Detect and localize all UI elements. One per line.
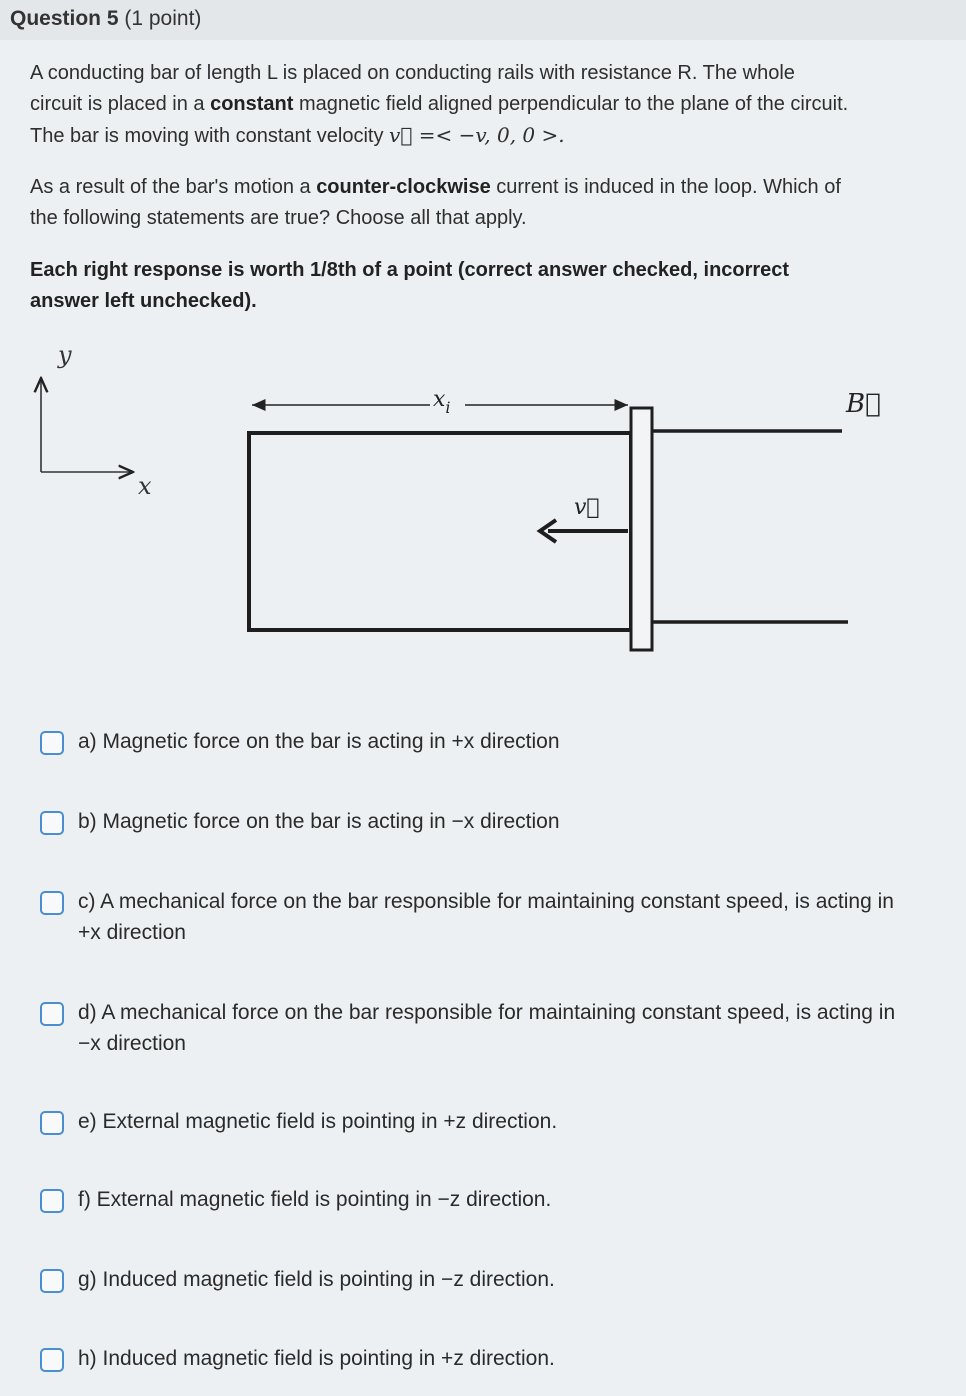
prompt-text: A conducting bar of length L is placed on conducting rails with resistance R. The whole circuit is placed in a (30, 62, 795, 115)
velocity-label: v⃗ (574, 495, 600, 520)
y-axis-label: y (58, 341, 72, 369)
question-header (0, 0, 966, 40)
circuit-diagram (0, 330, 966, 670)
option-c-checkbox[interactable] (40, 891, 64, 915)
option-f-label: f) External magnetic field is pointing in −z direction. (78, 1188, 552, 1211)
question-title (10, 7, 201, 31)
option-f-checkbox[interactable] (40, 1189, 64, 1213)
option-b-label: b) Magnetic force on the bar is acting in −x direction (78, 810, 560, 833)
option-g-label: g) Induced magnetic field is pointing in −z direction. (78, 1268, 555, 1291)
option-e-label: e) External magnetic field is pointing in +z direction. (78, 1110, 558, 1133)
scoring-note: Each right response is worth 1/8th of a point (correct answer checked, incorrect answer left unchecked). (30, 259, 790, 312)
option-b[interactable] (40, 806, 900, 837)
option-f[interactable] (40, 1184, 900, 1215)
option-a-checkbox[interactable] (40, 731, 64, 755)
option-d[interactable] (40, 997, 900, 1059)
question-points: (1 point) (124, 7, 202, 30)
magnetic-field-label: B⃗ (846, 389, 881, 419)
prompt-text: magnetic field aligned perpendicular to the plane of the circuit. The bar is moving with constant velocity (30, 93, 849, 147)
option-c[interactable] (40, 886, 900, 948)
prompt-text: As a result of the bar's motion a (30, 176, 317, 198)
prompt-paragraph-2 (30, 172, 850, 234)
prompt-paragraph-3 (30, 255, 850, 317)
x-axis-label: x (138, 472, 152, 500)
prompt-text: current is induced in the loop. Which of the following statements are true? Choose all that apply. (30, 176, 841, 229)
option-a-label: a) Magnetic force on the bar is acting in +x direction (78, 730, 560, 753)
option-e-checkbox[interactable] (40, 1111, 64, 1135)
option-g[interactable] (40, 1264, 900, 1295)
option-g-checkbox[interactable] (40, 1269, 64, 1293)
prompt-bold-constant: constant (210, 93, 294, 115)
option-h-checkbox[interactable] (40, 1348, 64, 1372)
velocity-vector: v⃗ =< −v, 0, 0 >. (389, 123, 565, 147)
option-d-label: d) A mechanical force on the bar responsible for maintaining constant speed, is acting in −x direction (78, 1001, 896, 1055)
option-h-label: h) Induced magnetic field is pointing in +z direction. (78, 1347, 555, 1370)
question-number: Question 5 (10, 7, 119, 30)
distance-label: $x_i$ (433, 387, 451, 417)
prompt-bold-ccw: counter-clockwise (316, 176, 491, 198)
prompt-paragraph-1 (30, 58, 850, 152)
option-b-checkbox[interactable] (40, 811, 64, 835)
option-a[interactable] (40, 726, 900, 757)
option-d-checkbox[interactable] (40, 1002, 64, 1026)
option-c-label: c) A mechanical force on the bar responsible for maintaining constant speed, is acting in +x direction (78, 890, 894, 944)
option-h[interactable] (40, 1343, 900, 1374)
option-e[interactable] (40, 1106, 900, 1137)
conducting-bar (631, 408, 652, 650)
